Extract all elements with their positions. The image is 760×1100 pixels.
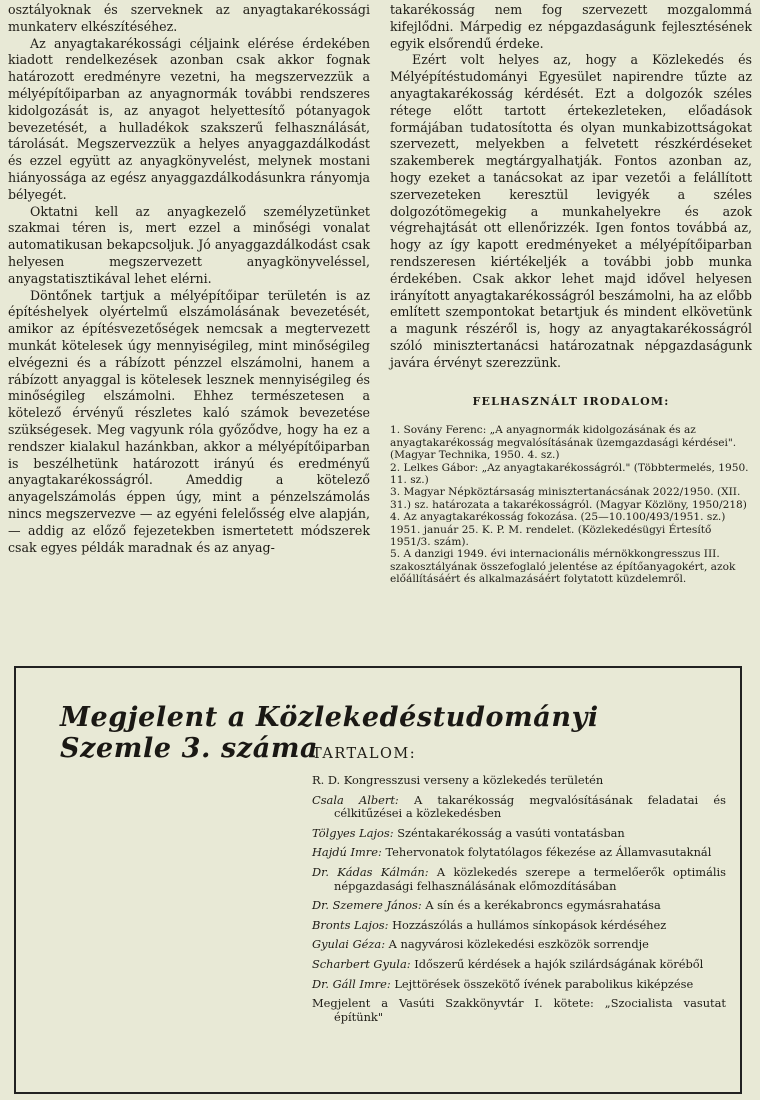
toc-author: Dr. Kádas Kálmán: [312,864,429,879]
toc-author: Bronts Lajos: [312,917,389,932]
toc-title: Széntakarékosság a vasúti vontatásban [393,825,625,840]
toc-author: Csala Albert: [312,792,399,807]
toc-item [312,997,726,1024]
toc-item [312,794,726,821]
right-paragraph-2: Ezért volt helyes az, hogy a Közlekedés és Mélyépítéstudományi Egyesület napirendre tűzte az anyagtakarékosság kérdését. Ezt a dolgozók széles rétege előtt tartott értekezleteken, előadások formájában tudatosította és olyan munkabizottságokat szervezett, melyekben a felvetett részkérdéseket szakemberek megtárgyalhatják. Fontos azonban az, hogy ezeket a tanácsokat az ipar vezetői a felállított szervezeteken keresztül levigyék a széles dolgozótömegekig a munkahelyekre és azok végrehajtását ott ellenőrizzék. Igen fontos továbbá az, hogy az így kapott eredményeket a mélyépítőiparban rendszeresen kiértékeljék a további jobb munka érdekében. Csak akkor lehet majd idővel helyesen irányított anyagtakarékosságról beszámolni, ha az előbb említett szempontokat betartjuk és mindent elkövetünk a magunk részéről is, hogy az anyagtakarékosságról szóló minisztertanácsi határozatnak népgazdaságunk javára érvényt szerezzünk. [390,52,752,370]
toc-item [312,899,726,913]
right-paragraph-1: takarékosság nem fog szervezett mozgalommá kifejlődni. Márpedig ez népgazdaságunk fejlesztésének egyik elsőrendű érdeke. [390,2,752,51]
toc-title: R. D. Kongresszusi verseny a közlekedés területén [312,773,604,787]
toc-title: Időszerű kérdések a hajók szilárdságának köréből [410,956,704,971]
left-paragraph-2: Az anyagtakarékossági céljaink elérése érdekében kiadott rendelkezések azonban csak akkor fognak határozott eredményre vezetni, ha megszervezzük a mélyépítőiparban az anyagnormák további rendszeres kidolgozását is, az anyagot helyettesítő pótanyagok bevezetését, a hulladékok szakszerű felhasználását, tárolását. Megszervezzük a helyes anyaggazdálkodást és ezzel együtt az anyagkönyvelést, melynek mostani hiányossága az egész anyaggazdálkodásunkra rányomja bélyegét. [8,35,370,202]
toc-title: Megjelent a Vasúti Szakkönyvtár I. kötete: „Szocialista vasutat építünk" [312,996,726,1024]
toc-item [312,978,726,992]
toc-title: Lejttörések összekötő ívének parabolikus kiképzése [390,976,694,991]
toc-item [312,938,726,952]
toc-title: A takarékosság megvalósításának feladatai és célkitűzései a közlekedésben [334,792,726,821]
left-paragraph-1: osztályoknak és szerveknek az anyagtakarékossági munkaterv elkészítéséhez. [8,2,370,34]
toc-title: Hozzászólás a hullámos sínkopások kérdéséhez [388,917,667,932]
references-title: FELHASZNÁLT IRODALOM: [472,394,670,408]
toc-title: A nagyvárosi közlekedési eszközök sorrendje [385,937,649,952]
toc-author: Gyulai Géza: [312,937,386,952]
left-paragraph-3: Oktatni kell az anyagkezelő személyzetünket szakmai téren is, mert ezzel a minőségi vonalat automatikusan bekapcsoljuk. Jó anyaggazdálkodást csak helyesen megszervezett anyagkönyveléssel, anyagstatisztikával lehet elérni. [8,203,370,286]
reference-item: 3. Magyar Népköztársaság minisztertanácsának 2022/1950. (XII. 31.) sz. határozata a takarékosságról. (Magyar Közlöny, 1950/218) [390,486,747,511]
reference-item: 2. Lelkes Gábor: „Az anyagtakarékosságról." (Többtermelés, 1950. 11. sz.) [390,461,749,486]
reference-item: 4. Az anyagtakarékosság fokozása. (25—10.100/493/1951. sz.) 1951. január 25. K. P. M. rendelet. (Közlekedésügyi Értesítő 1951/3. szám). [390,511,726,548]
toc-item [312,774,726,788]
toc-item [312,827,726,841]
toc-title: A közlekedés szerepe a termelőerők optimális népgazdasági felhasználásának előmozdításában [334,864,726,893]
left-paragraph-4: Döntőnek tartjuk a mélyépítőipar területén is az építéshelyek olyértelmű elszámolásának bevezetését, amikor az építésvezetőségek nemcsak a megtervezett munkát kötelesek úgy mennyiségileg, mint minőségileg elvégezni és a rábízott pénzzel elszámolni, hanem a rábízott anyaggal is kötelesek lesznek mennyiségileg és minőségileg elszámolni. Ehhez természetesen a kötelező érvényű részletes kaló számok bevezetése szükségesek. Meg vagyunk róla győződve, hogy ha ez a rendszer kialakul hazánkban, akkor a mélyépítőiparban is beszélhetünk határozott irányú és eredményű anyagtakarékosságról. Ameddig a kötelező anyagelszámolás éppen úgy, mint a pénzelszámolás nincs megszervezve — az egyéni felelősség elve alapján, — addig az előző fejezetekben ismertetett módszerek csak egyes példák maradnak és az anyag- [8,287,370,555]
toc-item [312,919,726,933]
table-of-contents [312,774,726,1030]
toc-author: Tölgyes Lajos: [312,825,394,840]
right-column [390,2,752,586]
toc-author: Scharbert Gyula: [312,956,411,971]
toc-author: Dr. Gáll Imre: [312,976,391,991]
toc-author: Hajdú Imre: [312,845,382,860]
reference-item: 5. A danzigi 1949. évi internacionális mérnökkongresszus III. szakosztályának összefoglaló jelentése az építőanyagokért, azok előállításáért és alkalmazásáért folytatott küzdelemről. [390,548,736,586]
toc-heading: TARTALOM: [312,746,417,762]
toc-title: A sín és a kerékabroncs egymásrahatása [421,898,661,913]
left-column [8,2,370,556]
reference-item: 1. Sovány Ferenc: „A anyagnormák kidolgozásának és az anyagtakarékosság megvalósításának üzemgazdasági kérdései". (Magyar Technika, 1950. 4. sz.) [390,424,737,462]
announcement-title: Megjelent a Közlekedéstudományi Szemle 3. száma [60,702,599,764]
toc-title: Tehervonatok folytatólagos fékezése az Államvasutaknál [381,845,712,860]
toc-item [312,866,726,893]
toc-author: Dr. Szemere János: [312,898,422,913]
toc-item [312,958,726,972]
toc-item [312,846,726,860]
announcement-box [14,666,742,1094]
